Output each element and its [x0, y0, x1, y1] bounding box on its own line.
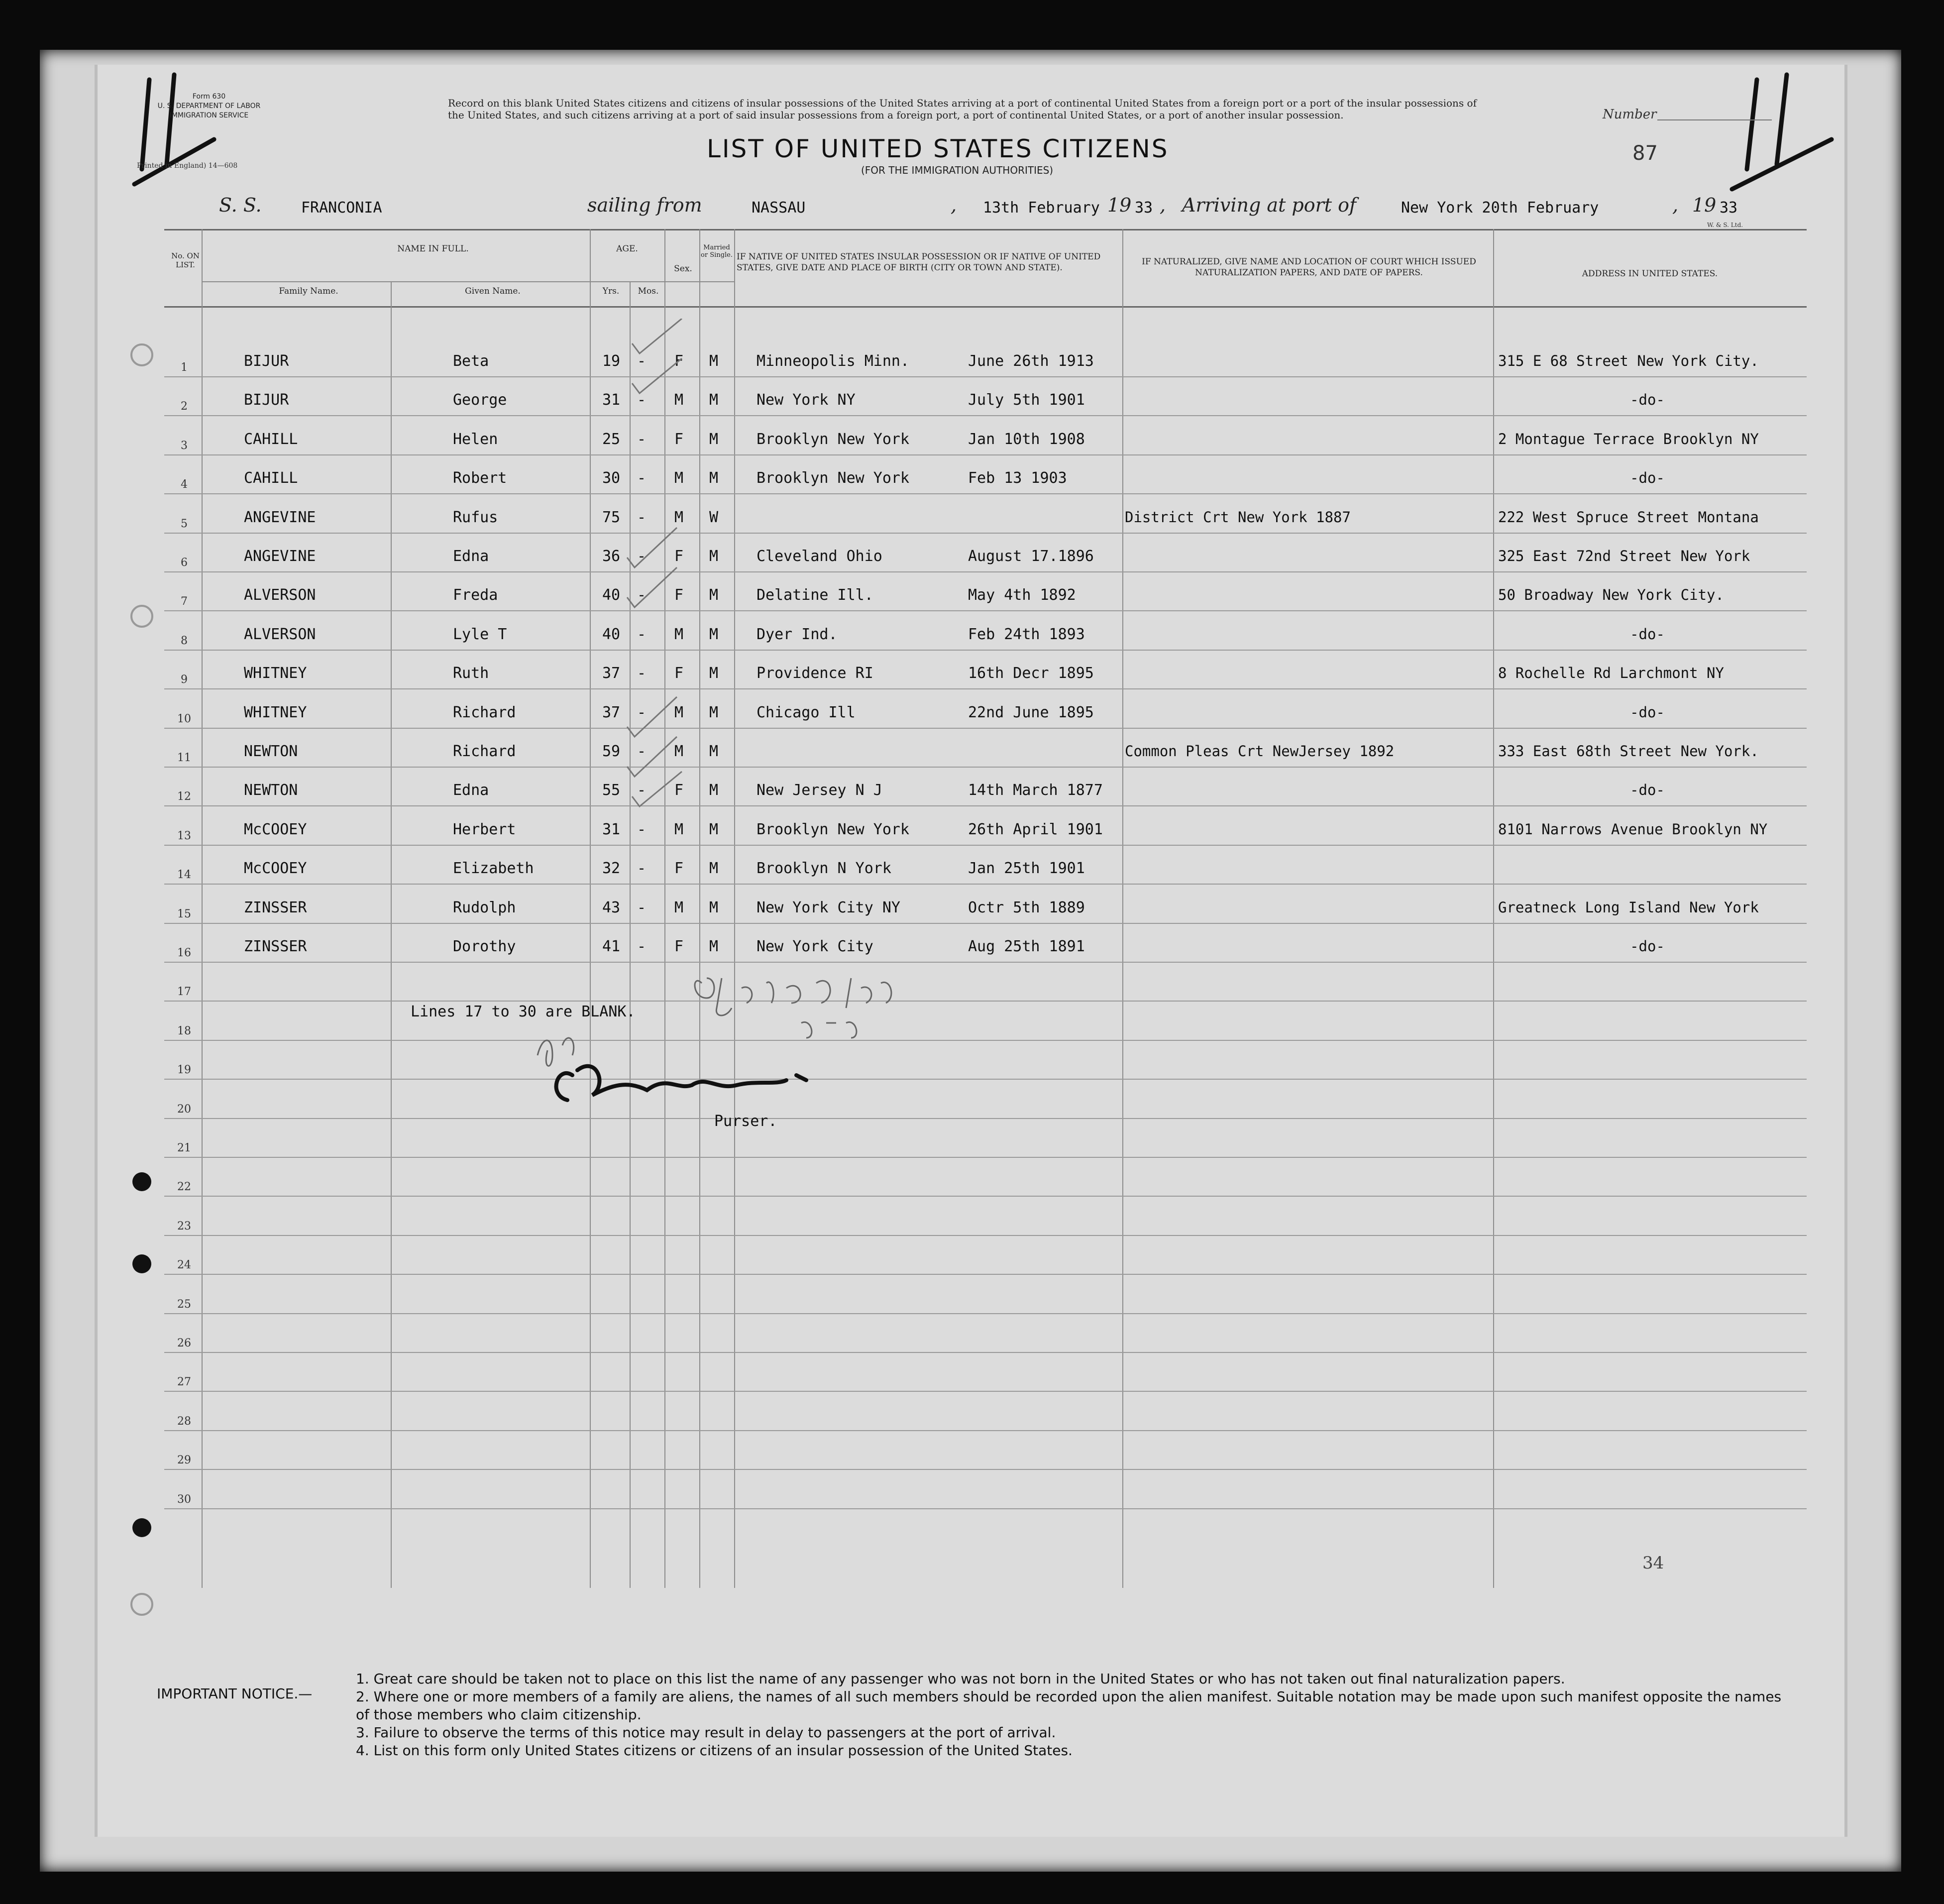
sex-cell: M: [674, 508, 684, 526]
departure-port: NASSAU: [752, 199, 806, 217]
birth-date-cell: 22nd June 1895: [968, 703, 1094, 721]
marital-cell: M: [709, 782, 719, 799]
form-title: LIST OF UNITED STATES CITIZENS: [707, 134, 1169, 163]
row-number: 10: [177, 712, 191, 725]
birth-date-cell: 26th April 1901: [968, 820, 1103, 838]
handwritten-eleven-mark: [129, 65, 229, 194]
sex-cell: F: [674, 586, 684, 604]
row-number: 16: [177, 947, 191, 959]
row-rule: [164, 415, 1807, 416]
row-rule: [164, 1469, 1807, 1470]
sex-cell: M: [674, 703, 684, 721]
address-cell: 8 Rochelle Rd Larchmont NY: [1498, 665, 1724, 682]
sex-cell: F: [674, 430, 684, 448]
arrival-port-date: New York 20th February: [1401, 199, 1599, 217]
birth-place-cell: New Jersey N J: [756, 782, 882, 799]
marital-cell: M: [709, 391, 719, 409]
birth-place-cell: Brooklyn New York: [756, 820, 910, 838]
notice-item: 4. List on this form only United States citizens or citizens of an insular possession of the United States.: [356, 1742, 1073, 1759]
row-rule: [164, 1430, 1807, 1431]
sex-cell: F: [674, 665, 684, 682]
row-number: 30: [177, 1493, 191, 1506]
row-number: 27: [177, 1376, 191, 1389]
birth-place-cell: New York NY: [756, 391, 856, 409]
row-number: 3: [181, 439, 188, 452]
naturalization-cell: Common Pleas Crt NewJersey 1892: [1125, 743, 1395, 760]
departure-year-prefix: 19: [1107, 194, 1132, 216]
family-name-cell: ALVERSON: [244, 586, 316, 604]
marital-cell: M: [709, 625, 719, 643]
column-divider: [202, 229, 203, 1588]
sex-cell: M: [674, 898, 684, 916]
given-name-cell: Lyle T: [453, 625, 507, 643]
given-name-cell: Herbert: [453, 820, 516, 838]
row-number: 23: [177, 1220, 191, 1232]
address-cell: -do-: [1630, 391, 1665, 409]
marital-cell: M: [709, 938, 719, 955]
row-number: 8: [181, 634, 188, 647]
age-months-cell: -: [637, 548, 647, 565]
birth-date-cell: Feb 24th 1893: [968, 625, 1085, 643]
marital-cell: M: [709, 898, 719, 916]
row-number: 29: [177, 1454, 191, 1467]
marital-cell: M: [709, 548, 719, 565]
departure-year: 33: [1135, 199, 1153, 217]
col-naturalized: IF NATURALIZED, GIVE NAME AND LOCATION OF COURT WHICH ISSUED NATURALIZATION PAPERS, AND DATE OF PAPERS.: [1142, 257, 1476, 278]
age-months-cell: -: [637, 743, 647, 760]
subheader-rule: [203, 281, 734, 282]
birth-date-cell: Aug 25th 1891: [968, 938, 1085, 955]
scanned-sheet: [40, 50, 1901, 1872]
form-info: [134, 92, 284, 120]
age-months-cell: -: [637, 430, 647, 448]
family-name-cell: CAHILL: [244, 469, 298, 487]
row-number: 9: [181, 673, 188, 686]
column-divider: [1493, 229, 1494, 1588]
family-name-cell: ANGEVINE: [244, 548, 316, 565]
row-number: 20: [177, 1103, 191, 1116]
age-years-cell: 37: [602, 703, 621, 721]
address-cell: 2 Montague Terrace Brooklyn NY: [1498, 430, 1759, 448]
age-months-cell: -: [637, 665, 647, 682]
blank-lines-note: Lines 17 to 30 are BLANK.: [411, 1003, 636, 1020]
birth-place-cell: Minneopolis Minn.: [756, 352, 910, 370]
birth-date-cell: May 4th 1892: [968, 586, 1076, 604]
arrival-year: 33: [1720, 199, 1738, 217]
family-name-cell: BIJUR: [244, 352, 289, 370]
given-name-cell: Beta: [453, 352, 489, 370]
row-rule: [164, 1391, 1807, 1392]
family-name-cell: ZINSSER: [244, 898, 307, 916]
col-given-name: Given Name.: [465, 286, 521, 296]
notice-items: [356, 1670, 1799, 1760]
age-years-cell: 55: [602, 782, 621, 799]
sex-cell: M: [674, 391, 684, 409]
address-cell: -do-: [1630, 938, 1665, 955]
row-rule: [164, 376, 1807, 377]
header-top-rule: [164, 229, 1807, 230]
address-cell: 222 West Spruce Street Montana: [1498, 508, 1759, 526]
row-rule: [164, 571, 1807, 572]
row-rule: [164, 805, 1807, 806]
given-name-cell: George: [453, 391, 507, 409]
address-cell: -do-: [1630, 469, 1665, 487]
handwritten-eleven-mark: [1712, 65, 1841, 199]
col-age: AGE.: [616, 244, 638, 254]
row-rule: [164, 884, 1807, 885]
column-divider: [590, 229, 591, 1588]
family-name-cell: McCOOEY: [244, 860, 307, 878]
sailing-from-label: sailing from: [587, 194, 702, 216]
record-instructions: Record on this blank United States citizens and citizens of insular possessions of the United States arriving at a port of continental United States from a foreign port or a port of the insular possessions of the United States, and such citizens arriving at a port of said insular possessions from a foreign port, a port of continental United States, or a port of another insular possession.: [448, 97, 1477, 121]
row-rule: [164, 1040, 1807, 1041]
ss-label: S. S.: [219, 194, 262, 216]
row-number: 28: [177, 1415, 191, 1428]
sex-cell: F: [674, 548, 684, 565]
row-number: 1: [181, 361, 188, 374]
row-rule: [164, 1196, 1807, 1197]
marital-cell: M: [709, 469, 719, 487]
row-rule: [164, 454, 1807, 455]
col-family-name: Family Name.: [279, 286, 338, 296]
age-years-cell: 40: [602, 586, 621, 604]
page-number: 34: [1642, 1553, 1664, 1573]
age-months-cell: -: [637, 938, 647, 955]
age-months-cell: -: [637, 860, 647, 878]
form-number: Form 630: [192, 93, 226, 101]
address-cell: 8101 Narrows Avenue Brooklyn NY: [1498, 820, 1768, 838]
marital-cell: M: [709, 860, 719, 878]
birth-place-cell: Brooklyn New York: [756, 469, 910, 487]
age-months-cell: -: [637, 782, 647, 799]
row-number: 24: [177, 1259, 191, 1272]
department-name: U. S. DEPARTMENT OF LABOR: [157, 102, 261, 110]
birth-date-cell: Jan 25th 1901: [968, 860, 1085, 878]
number-line: [1657, 119, 1772, 120]
notice-item: 2. Where one or more members of a family are aliens, the names of all such members should be recorded upon the alien manifest. Suitable notation may be made upon such manifest opposite the names of those members who claim citizenship.: [356, 1688, 1782, 1723]
age-months-cell: -: [637, 703, 647, 721]
birth-date-cell: 14th March 1877: [968, 782, 1103, 799]
row-number: 15: [177, 907, 191, 920]
row-rule: [164, 1235, 1807, 1236]
birth-date-cell: 16th Decr 1895: [968, 665, 1094, 682]
given-name-cell: Helen: [453, 430, 498, 448]
row-rule: [164, 650, 1807, 651]
row-number: 11: [177, 752, 191, 764]
col-native-birth: IF NATIVE OF UNITED STATES INSULAR POSSESSION OR IF NATIVE OF UNITED STATES, GIVE DATE AND PLACE OF BIRTH (CITY OR TOWN AND STATE).: [737, 252, 1101, 273]
birth-place-cell: New York City NY: [756, 898, 900, 916]
address-cell: 50 Broadway New York City.: [1498, 586, 1724, 604]
given-name-cell: Rudolph: [453, 898, 516, 916]
address-cell: 325 East 72nd Street New York: [1498, 548, 1750, 564]
marital-cell: M: [709, 352, 719, 370]
age-years-cell: 37: [602, 665, 621, 682]
age-years-cell: 19: [602, 352, 621, 370]
age-years-cell: 31: [602, 391, 621, 409]
family-name-cell: ALVERSON: [244, 625, 316, 643]
marital-cell: W: [709, 508, 719, 526]
binder-hole: [130, 605, 153, 628]
birth-date-cell: Feb 13 1903: [968, 469, 1067, 487]
row-number: 14: [177, 869, 191, 882]
header-bottom-rule: [164, 306, 1807, 308]
family-name-cell: WHITNEY: [244, 665, 307, 682]
row-rule: [164, 533, 1807, 534]
row-number: 4: [181, 478, 188, 491]
birth-place-cell: Cleveland Ohio: [756, 548, 882, 565]
binder-hole: [130, 1593, 153, 1616]
family-name-cell: WHITNEY: [244, 703, 307, 721]
age-years-cell: 36: [602, 548, 621, 565]
sex-cell: F: [674, 782, 684, 799]
family-name-cell: BIJUR: [244, 391, 289, 409]
birth-place-cell: Delatine Ill.: [756, 586, 873, 604]
binder-hole: [132, 1518, 151, 1537]
marital-cell: M: [709, 586, 719, 604]
age-months-cell: -: [637, 820, 647, 838]
sex-cell: M: [674, 820, 684, 838]
notice-heading: IMPORTANT NOTICE.—: [157, 1685, 313, 1702]
row-number: 22: [177, 1181, 191, 1194]
birth-place-cell: Dyer Ind.: [756, 625, 838, 643]
binder-hole: [130, 343, 153, 366]
number-label: Number: [1603, 107, 1657, 122]
family-name-cell: ZINSSER: [244, 938, 307, 955]
col-name-in-full: NAME IN FULL.: [397, 244, 469, 254]
row-rule: [164, 610, 1807, 611]
row-number: 17: [177, 986, 191, 999]
age-months-cell: -: [637, 586, 647, 604]
col-age-years: Yrs.: [602, 286, 620, 296]
birth-date-cell: Octr 5th 1889: [968, 898, 1085, 916]
given-name-cell: Edna: [453, 548, 489, 565]
ship-name: FRANCONIA: [301, 199, 382, 217]
row-rule: [164, 962, 1807, 963]
naturalization-cell: District Crt New York 1887: [1125, 508, 1351, 526]
age-months-cell: -: [637, 625, 647, 643]
age-years-cell: 41: [602, 938, 621, 955]
row-rule: [164, 1001, 1807, 1002]
row-number: 19: [177, 1064, 191, 1077]
sex-cell: F: [674, 352, 684, 370]
given-name-cell: Robert: [453, 469, 507, 487]
row-number: 21: [177, 1142, 191, 1154]
address-cell: 315 E 68 Street New York City.: [1498, 352, 1759, 369]
age-years-cell: 75: [602, 508, 621, 526]
sex-cell: M: [674, 469, 684, 487]
age-years-cell: 40: [602, 625, 621, 643]
row-rule: [164, 767, 1807, 768]
birth-place-cell: Brooklyn New York: [756, 430, 910, 448]
family-name-cell: ANGEVINE: [244, 508, 316, 526]
birth-date-cell: June 26th 1913: [968, 352, 1094, 370]
given-name-cell: Richard: [453, 743, 516, 760]
row-number: 26: [177, 1337, 191, 1349]
arriving-label: Arriving at port of: [1182, 194, 1357, 216]
given-name-cell: Ruth: [453, 665, 489, 682]
row-number: 13: [177, 829, 191, 842]
row-number: 5: [181, 517, 188, 530]
notice-item: 3. Failure to observe the terms of this notice may result in delay to passengers at the port of arrival.: [356, 1724, 1056, 1741]
family-name-cell: NEWTON: [244, 782, 298, 799]
col-age-months: Mos.: [638, 286, 659, 296]
marital-cell: M: [709, 820, 719, 838]
row-rule: [164, 493, 1807, 494]
row-rule: [164, 1274, 1807, 1275]
birth-place-cell: Providence RI: [756, 665, 873, 682]
birth-place-cell: Brooklyn N York: [756, 860, 891, 878]
arrival-year-prefix: 19: [1692, 194, 1717, 216]
check-marks: [617, 319, 747, 916]
purser-label: Purser.: [714, 1113, 777, 1130]
row-rule: [164, 688, 1807, 689]
col-sex: Sex.: [674, 264, 692, 274]
row-rule: [164, 1157, 1807, 1158]
row-number: 12: [177, 790, 191, 803]
row-number: 25: [177, 1298, 191, 1311]
marital-cell: M: [709, 430, 719, 448]
row-rule: [164, 1508, 1807, 1509]
age-months-cell: -: [637, 898, 647, 916]
birth-date-cell: August 17.1896: [968, 548, 1094, 565]
row-rule: [164, 1313, 1807, 1314]
address-cell: -do-: [1630, 703, 1665, 721]
row-rule: [164, 1079, 1807, 1080]
given-name-cell: Rufus: [453, 508, 498, 526]
row-number: 2: [181, 400, 188, 413]
age-years-cell: 30: [602, 469, 621, 487]
sex-cell: M: [674, 743, 684, 760]
sex-cell: F: [674, 938, 684, 955]
col-married-single: Married or Single.: [701, 244, 733, 259]
family-name-cell: McCOOEY: [244, 820, 307, 838]
binder-hole: [132, 1254, 151, 1273]
row-number: 6: [181, 557, 188, 569]
address-cell: -do-: [1630, 625, 1665, 643]
age-months-cell: -: [637, 469, 647, 487]
age-months-cell: -: [637, 508, 647, 526]
printer-mark: W. & S. Ltd.: [1707, 222, 1743, 228]
age-years-cell: 59: [602, 743, 621, 760]
marital-cell: M: [709, 665, 719, 682]
form-subtitle: (FOR THE IMMIGRATION AUTHORITIES): [861, 164, 1054, 176]
row-number: 18: [177, 1024, 191, 1037]
column-divider: [1122, 229, 1123, 1588]
number-value: 87: [1632, 142, 1658, 165]
service-name: IMMIGRATION SERVICE: [169, 112, 249, 119]
given-name-cell: Elizabeth: [453, 860, 534, 878]
age-years-cell: 31: [602, 820, 621, 838]
given-name-cell: Richard: [453, 703, 516, 721]
family-name-cell: CAHILL: [244, 430, 298, 448]
given-name-cell: Edna: [453, 782, 489, 799]
row-rule: [164, 923, 1807, 924]
address-cell: Greatneck Long Island New York: [1498, 898, 1759, 916]
col-no: No. ON LIST.: [171, 251, 200, 269]
birth-place-cell: Chicago Ill: [756, 703, 856, 721]
row-rule: [164, 1352, 1807, 1353]
row-rule: [164, 1118, 1807, 1119]
age-months-cell: -: [637, 391, 647, 409]
given-name-cell: Freda: [453, 586, 498, 604]
row-rule: [164, 845, 1807, 846]
departure-date: 13th February: [983, 199, 1100, 217]
age-years-cell: 32: [602, 860, 621, 878]
age-years-cell: 43: [602, 898, 621, 916]
sex-cell: M: [674, 625, 684, 643]
notice-item: 1. Great care should be taken not to place on this list the name of any passenger who was not born in the United States or who has not taken out final naturalization papers.: [356, 1671, 1565, 1687]
sex-cell: F: [674, 860, 684, 878]
age-years-cell: 25: [602, 430, 621, 448]
col-address: ADDRESS IN UNITED STATES.: [1582, 269, 1718, 279]
printed-note: Printed in England) 14—608: [137, 162, 238, 170]
inspector-signature: [687, 963, 916, 1048]
age-months-cell: -: [637, 352, 647, 370]
binder-hole: [132, 1172, 151, 1191]
family-name-cell: NEWTON: [244, 743, 298, 760]
address-cell: 333 East 68th Street New York.: [1498, 743, 1759, 760]
birth-date-cell: July 5th 1901: [968, 391, 1085, 409]
address-cell: -do-: [1630, 782, 1665, 799]
row-number: 7: [181, 595, 188, 608]
birth-place-cell: New York City: [756, 938, 873, 955]
row-rule: [164, 728, 1807, 729]
birth-date-cell: Jan 10th 1908: [968, 430, 1085, 448]
marital-cell: M: [709, 703, 719, 721]
marital-cell: M: [709, 743, 719, 760]
given-name-cell: Dorothy: [453, 938, 516, 955]
